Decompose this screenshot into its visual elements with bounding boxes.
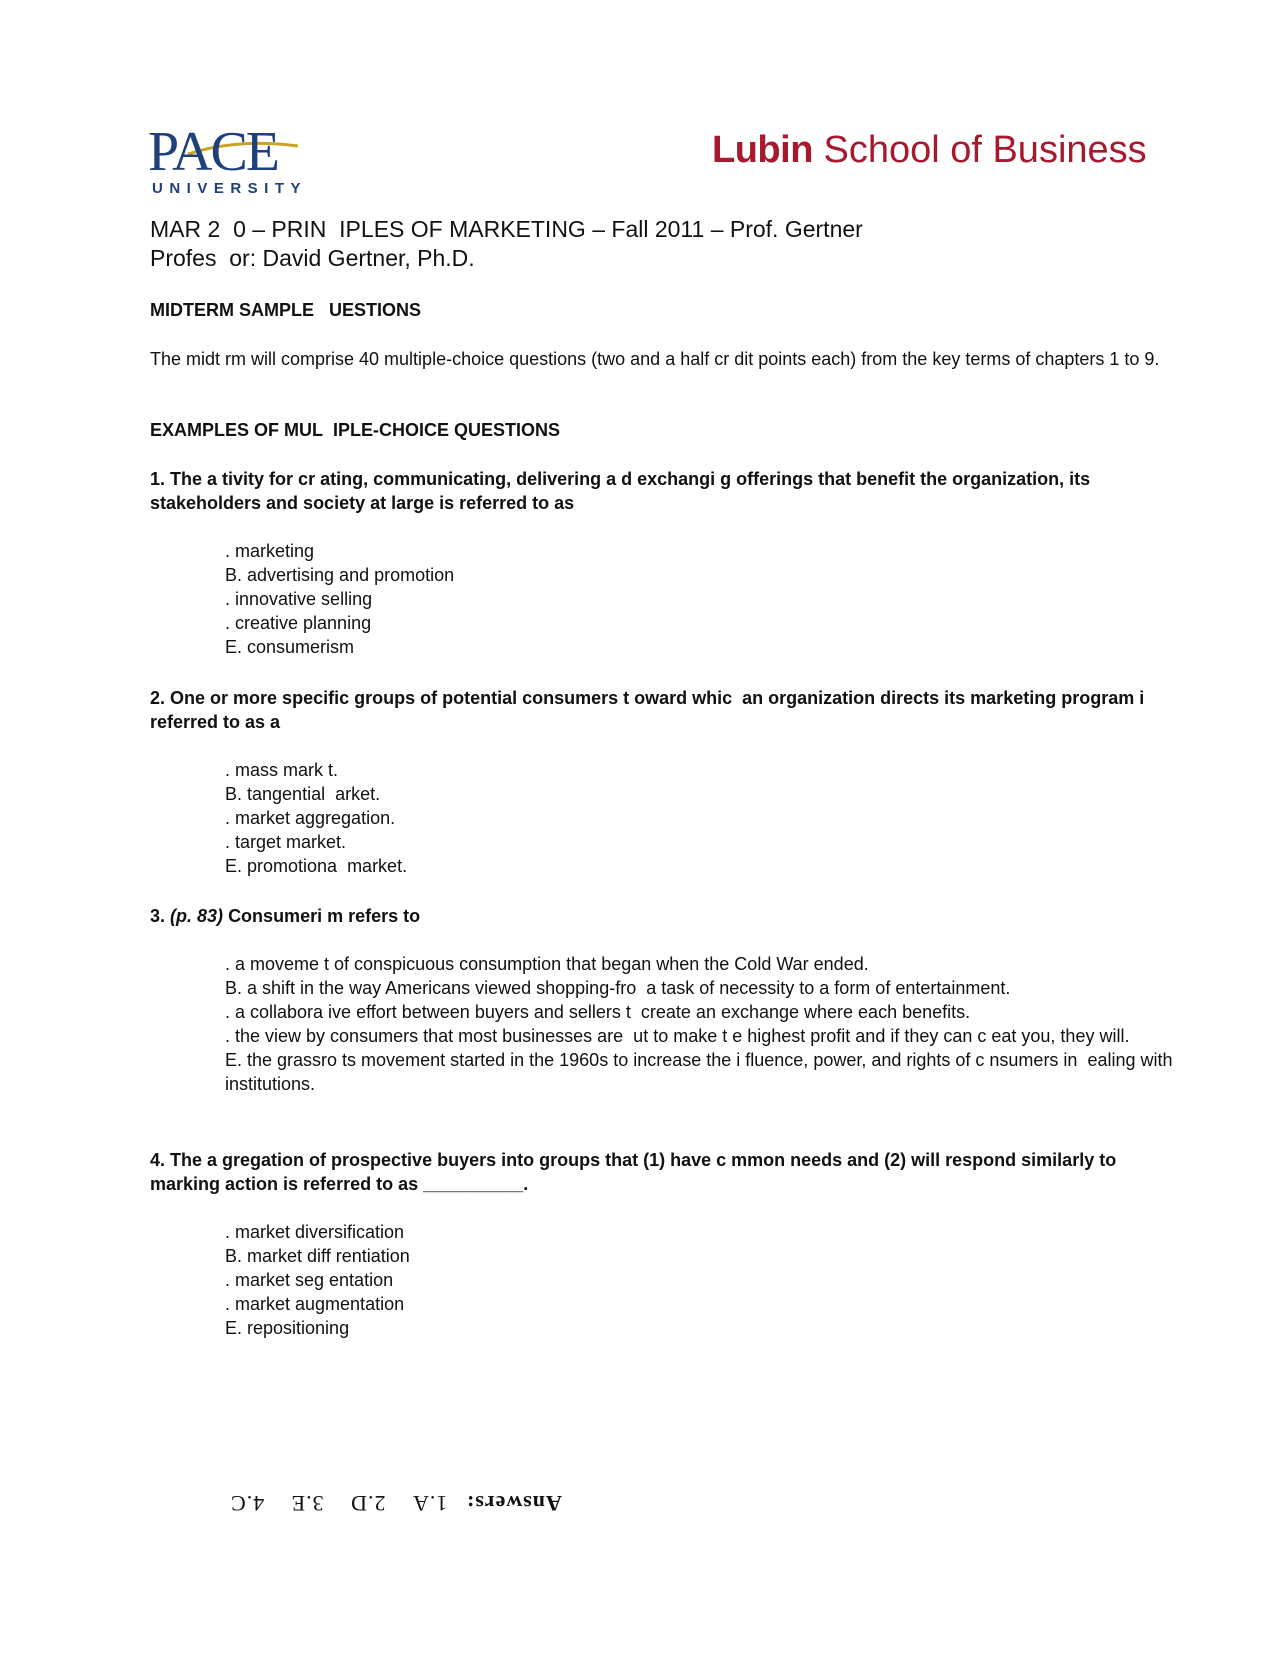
- option-b: B. tangential arket.: [225, 784, 381, 804]
- option-d: . market augmentation: [225, 1294, 405, 1314]
- question-text: One or more specific groups of potential consumers t oward whic an organization directs its marketing program i referred to as a: [150, 688, 1150, 732]
- answer-item: 1.A: [412, 1491, 448, 1516]
- question-number: 1.: [150, 469, 166, 489]
- examples-heading: EXAMPLES OF MUL IPLE-CHOICE QUESTIONS: [150, 420, 561, 440]
- pace-university-logo: [148, 121, 308, 198]
- option-a: . marketing: [225, 541, 315, 561]
- pace-wordmark: PACE: [148, 121, 279, 183]
- lubin-wordmark: Lubin: [712, 129, 813, 171]
- question-2: [150, 686, 1160, 734]
- option-b: B. a shift in the way Americans viewed shopping-fro a task of necessity to a form of entertainment.: [225, 978, 1011, 998]
- option-b: B. market diff rentiation: [225, 1246, 410, 1266]
- question-number: 3.: [150, 906, 166, 926]
- professor-line: Profes or: David Gertner, Ph.D.: [150, 245, 475, 271]
- school-of-business-text: School of Business: [823, 129, 1147, 171]
- option-d: . target market.: [225, 832, 347, 852]
- answer-item: 2.D: [350, 1491, 386, 1516]
- option-c: . a collabora ive effort between buyers and sellers t create an exchange where each benefits.: [225, 1002, 971, 1022]
- option-a: . mass mark t.: [225, 760, 339, 780]
- midterm-heading: MIDTERM SAMPLE UESTIONS: [150, 300, 422, 320]
- option-b: B. advertising and promotion: [225, 565, 455, 585]
- option-c: . innovative selling: [225, 589, 373, 609]
- option-e: E. promotiona market.: [225, 856, 408, 876]
- question-text: The a tivity for cr ating, communicating, delivering a d exchangi g offerings that benefit the organization, its stakeholders and society at large is referred to as: [150, 469, 1091, 513]
- question-number: 4.: [150, 1150, 166, 1170]
- option-d: . the view by consumers that most businesses are ut to make t e highest profit and if they can c eat you, they will.: [225, 1026, 1130, 1046]
- question-4: [150, 1148, 1160, 1196]
- intro-paragraph: The midt rm will comprise 40 multiple-choice questions (two and a half cr dit points each) from the key terms of chapters 1 to 9.: [150, 349, 1160, 369]
- option-c: . market seg entation: [225, 1270, 394, 1290]
- question-1-options: [225, 539, 1175, 659]
- option-e: E. repositioning: [225, 1318, 350, 1338]
- option-c: . market aggregation.: [225, 808, 396, 828]
- option-e: E. consumerism: [225, 637, 355, 657]
- option-d: . creative planning: [225, 613, 372, 633]
- answer-item: 4.C: [230, 1491, 265, 1516]
- question-3-options: [225, 952, 1175, 1096]
- question-number: 2.: [150, 688, 166, 708]
- question-2-options: [225, 758, 1175, 878]
- answer-item: 3.E: [290, 1491, 324, 1516]
- option-e: E. the grassro ts movement started in the 1960s to increase the i fluence, power, and rights of c nsumers in ealing with institutions.: [225, 1050, 1173, 1094]
- question-1: [150, 467, 1160, 515]
- question-text: The a gregation of prospective buyers into groups that (1) have c mmon needs and (2) will respond similarly to marking action is referred to as __________.: [150, 1150, 1127, 1194]
- answer-key-upside-down: [210, 1490, 562, 1516]
- answers-label: Answers:: [465, 1491, 562, 1516]
- question-page-reference: (p. 83): [170, 906, 224, 926]
- lubin-school-logo: [712, 127, 1147, 173]
- question-4-options: [225, 1220, 1175, 1340]
- question-text: Consumeri m refers to: [228, 906, 421, 926]
- option-a: . market diversification: [225, 1222, 405, 1242]
- option-a: . a moveme t of conspicuous consumption that began when the Cold War ended.: [225, 954, 869, 974]
- course-title: MAR 2 0 – PRIN IPLES OF MARKETING – Fall 2011 – Prof. Gertner: [150, 216, 863, 242]
- pace-university-subtitle: UNIVERSITY: [152, 180, 308, 197]
- question-3: [150, 904, 1160, 928]
